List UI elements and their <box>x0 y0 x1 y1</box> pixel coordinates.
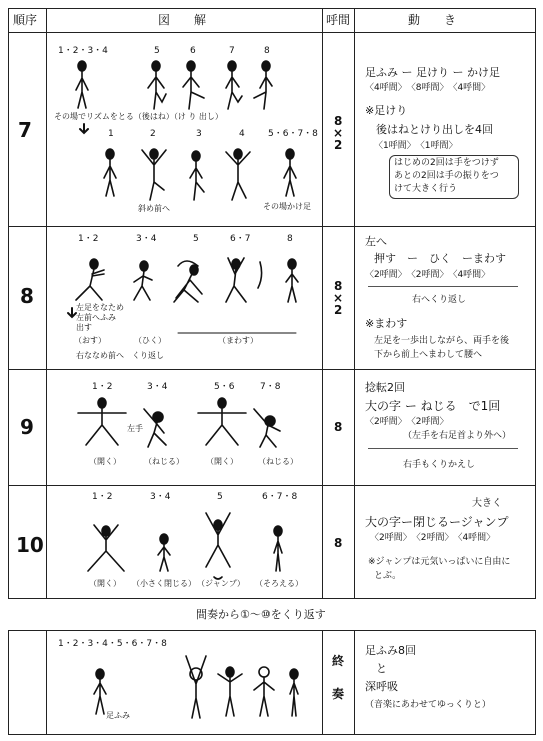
row-9-stick-figures <box>46 369 322 485</box>
row-9-motion-line2: 大の字 ー ねじる で1回 <box>365 399 501 413</box>
row-10-caption-soroeru: （そろえる） <box>255 579 303 588</box>
ending-col-divider-figure <box>322 630 323 735</box>
row-7-count-6: 6 <box>190 46 196 56</box>
row-7-breath-c: 2 <box>334 138 343 152</box>
row-7-caption-diag: 斜め前へ <box>138 204 170 213</box>
row-9-breath: 8 <box>334 420 343 434</box>
row-8-caption-mawasu: （まわす） <box>218 336 258 345</box>
row-8-caption-osu: （おす） <box>74 336 106 345</box>
row-7-count-b1: 1 <box>108 129 114 139</box>
figure-hop <box>226 61 242 109</box>
row-10-motion-line0: 大きく <box>472 498 502 509</box>
row-8-motion-line6: 左足を一歩出しながら、両手を後 <box>374 336 510 346</box>
figure-arms-side <box>218 667 242 716</box>
ending-label-1: 終 <box>332 654 345 668</box>
row-7-stick-figures <box>46 32 322 226</box>
row-9-motion-line5: 右手もくりかえし <box>403 460 476 470</box>
row-8-caption-left2: 左前へふみ <box>76 313 116 322</box>
row-10-count-5: 5 <box>217 492 223 502</box>
row-8-number: 8 <box>20 284 34 308</box>
row-9-motion-line1: 捻転2回 <box>365 381 405 394</box>
row-9-caption-nejiru2: （ねじる） <box>258 457 298 466</box>
row-9-motion-line3: 〈2呼間〉 〈2呼間〉 <box>365 417 449 427</box>
row-9-caption-nejiru1: （ねじる） <box>144 457 184 466</box>
row-8-breath-b: × <box>333 291 344 305</box>
row-7-count-b2: 2 <box>150 129 156 139</box>
row-8-count-67: 6・7 <box>230 234 251 244</box>
row-7-motion-line1: 足ふみ ー 足けり ー かけ足 <box>365 66 500 79</box>
figure-arms-down <box>254 667 274 716</box>
row-7-count-b5678: 5・6・7・8 <box>268 129 318 139</box>
row-10-breath: 8 <box>334 536 343 550</box>
row-8-count-5: 5 <box>193 234 199 244</box>
ending-line4: （音楽にあわせてゆっくりと） <box>365 700 491 710</box>
row-9-count-34: 3・4 <box>147 382 168 392</box>
row-9-motion-line4: （左手を右足首より外へ） <box>403 431 512 441</box>
ending-col-divider-breath <box>354 630 355 735</box>
row-8-breath-c: 2 <box>334 303 343 317</box>
row-8-motion-line5: ※まわす <box>365 317 408 330</box>
ending-label-2: 奏 <box>332 687 345 701</box>
row-10-motion-line2: 〈2呼間〉 〈2呼間〉 〈4呼間〉 <box>370 533 496 543</box>
row-9-motion-rule <box>368 448 518 449</box>
row-10-motion-line1: 大の字ー閉じるージャンプ <box>365 515 509 529</box>
row-7-breath-b: × <box>333 126 344 140</box>
figure-close-small <box>158 534 170 571</box>
row-8-motion-line4: 右へくり返し <box>412 295 467 305</box>
row-7-count-7: 7 <box>229 46 235 56</box>
row-7-motion-line2: 〈4呼間〉 〈8呼間〉 〈4呼間〉 <box>365 83 491 93</box>
row-8-motion-line1: 左へ <box>365 235 387 248</box>
ending-stick-figures <box>46 630 322 735</box>
figure-arms-up <box>186 656 206 718</box>
row-8-caption-left1: 左足をなため <box>76 303 124 312</box>
row-7-note3: けて大きく行う <box>394 184 458 194</box>
row-10-count-678: 6・7・8 <box>262 492 298 502</box>
header-breath: 呼間 <box>326 13 351 27</box>
ending-line2: と <box>376 662 387 675</box>
header-motion: 動 き <box>408 13 457 27</box>
row-7-count-b3: 3 <box>196 129 202 139</box>
row-7-count-b4: 4 <box>239 129 245 139</box>
figure-twist-2 <box>254 409 280 447</box>
row-8-breath-a: 8 <box>334 279 343 293</box>
row-10-count-1: 1・2 <box>92 492 113 502</box>
row-7-motion-line3: ※足けり <box>365 104 408 117</box>
row-9-count-78: 7・8 <box>260 382 281 392</box>
row-8-count-8: 8 <box>287 234 293 244</box>
row-7-count-5: 5 <box>154 46 160 56</box>
row-10-motion-line3: ※ジャンプは元気いっぱいに自由に <box>368 557 511 567</box>
figure-standing <box>76 61 88 108</box>
row-7-motion-line4: 後はねとけり出しを4回 <box>376 123 493 136</box>
figure-open-1 <box>78 398 126 445</box>
row-7-note2: あとの2回は手の振りをつ <box>394 171 499 181</box>
figure-together <box>274 526 282 571</box>
row-10-number: 10 <box>16 533 44 557</box>
figure-b4 <box>226 149 250 200</box>
figure-b5678 <box>284 149 296 196</box>
figure-step <box>94 669 106 714</box>
row-7-breath-a: 8 <box>334 114 343 128</box>
row-9-number: 9 <box>20 415 34 439</box>
figure-rest <box>290 669 298 716</box>
ending-caption: 足ふみ <box>106 711 130 720</box>
row-9-caption-hidarite: 左手 <box>127 424 143 433</box>
row-10-caption-chiisaku: （小さく閉じる） <box>132 579 196 588</box>
row-8-count-34: 3・4 <box>136 234 157 244</box>
row-7-count-1234: 1・2・3・4 <box>58 46 108 56</box>
figure-push <box>76 259 104 300</box>
figure-pull <box>134 261 152 300</box>
row-9-count-56: 5・6 <box>214 382 235 392</box>
row-8-motion-line3: 〈2呼間〉 〈2呼間〉 〈4呼間〉 <box>365 270 491 280</box>
header-order: 順序 <box>13 13 38 27</box>
row-10-caption-jump: （ジャンプ） <box>197 579 245 588</box>
ending-line3: 深呼吸 <box>365 680 398 693</box>
ending-line1: 足ふみ8回 <box>365 644 416 657</box>
row-8-caption-hiku: （ひく） <box>134 336 166 345</box>
figure-kick-back <box>148 61 166 109</box>
figure-kick-out <box>254 61 272 109</box>
row-10-motion-line4: とぶ。 <box>374 571 402 581</box>
figure-swing-1 <box>174 261 202 302</box>
col-divider-figure <box>322 8 323 599</box>
row-7-caption-kakeashi: その場かけ足 <box>263 202 311 211</box>
row-8-stick-figures <box>46 226 322 369</box>
ending-counts: 1・2・3・4・5・6・7・8 <box>58 639 167 649</box>
row-9-caption-hiraku1: （開く） <box>89 457 121 466</box>
row-7-note1: はじめの2回は手をつけず <box>394 158 499 168</box>
figure-twist-1 <box>144 409 166 447</box>
row-9-count-12: 1・2 <box>92 382 113 392</box>
row-8-motion-rule <box>368 286 518 287</box>
figure-b1 <box>104 149 116 196</box>
row-10-count-34: 3・4 <box>150 492 171 502</box>
row-8-motion-line2: 押す ー ひく ーまわす <box>374 252 506 265</box>
row-8-caption-left3: 出す <box>76 323 92 332</box>
row-7-caption-rhythm: その場でリズムをとる（後はね）（け り 出し） <box>54 112 223 121</box>
col-divider-breath <box>354 8 355 599</box>
figure-jump <box>206 513 230 579</box>
interlude-text: 間奏から①〜⑩をくり返す <box>196 608 326 621</box>
row-7-number: 7 <box>18 118 32 142</box>
row-10-caption-hiraku: （開く） <box>89 579 121 588</box>
row-8-caption-repeat: 右ななめ前へ くり返し <box>76 351 164 360</box>
figure-swing-2 <box>226 258 262 302</box>
figure-b3 <box>190 151 204 200</box>
figure-open <box>88 525 124 571</box>
row-8-motion-line7: 下から前上へまわして腰へ <box>374 350 483 360</box>
row-8-count-12: 1・2 <box>78 234 99 244</box>
row-7-motion-line5: 〈1呼間〉 〈1呼間〉 <box>374 141 458 151</box>
figure-waist <box>286 259 298 302</box>
row-7-count-8: 8 <box>264 46 270 56</box>
row-9-caption-hiraku2: （開く） <box>206 457 238 466</box>
header-figure: 図 解 <box>158 13 207 27</box>
figure-kick-front <box>183 61 204 109</box>
figure-b2 <box>142 149 166 200</box>
figure-open-2 <box>198 398 246 445</box>
